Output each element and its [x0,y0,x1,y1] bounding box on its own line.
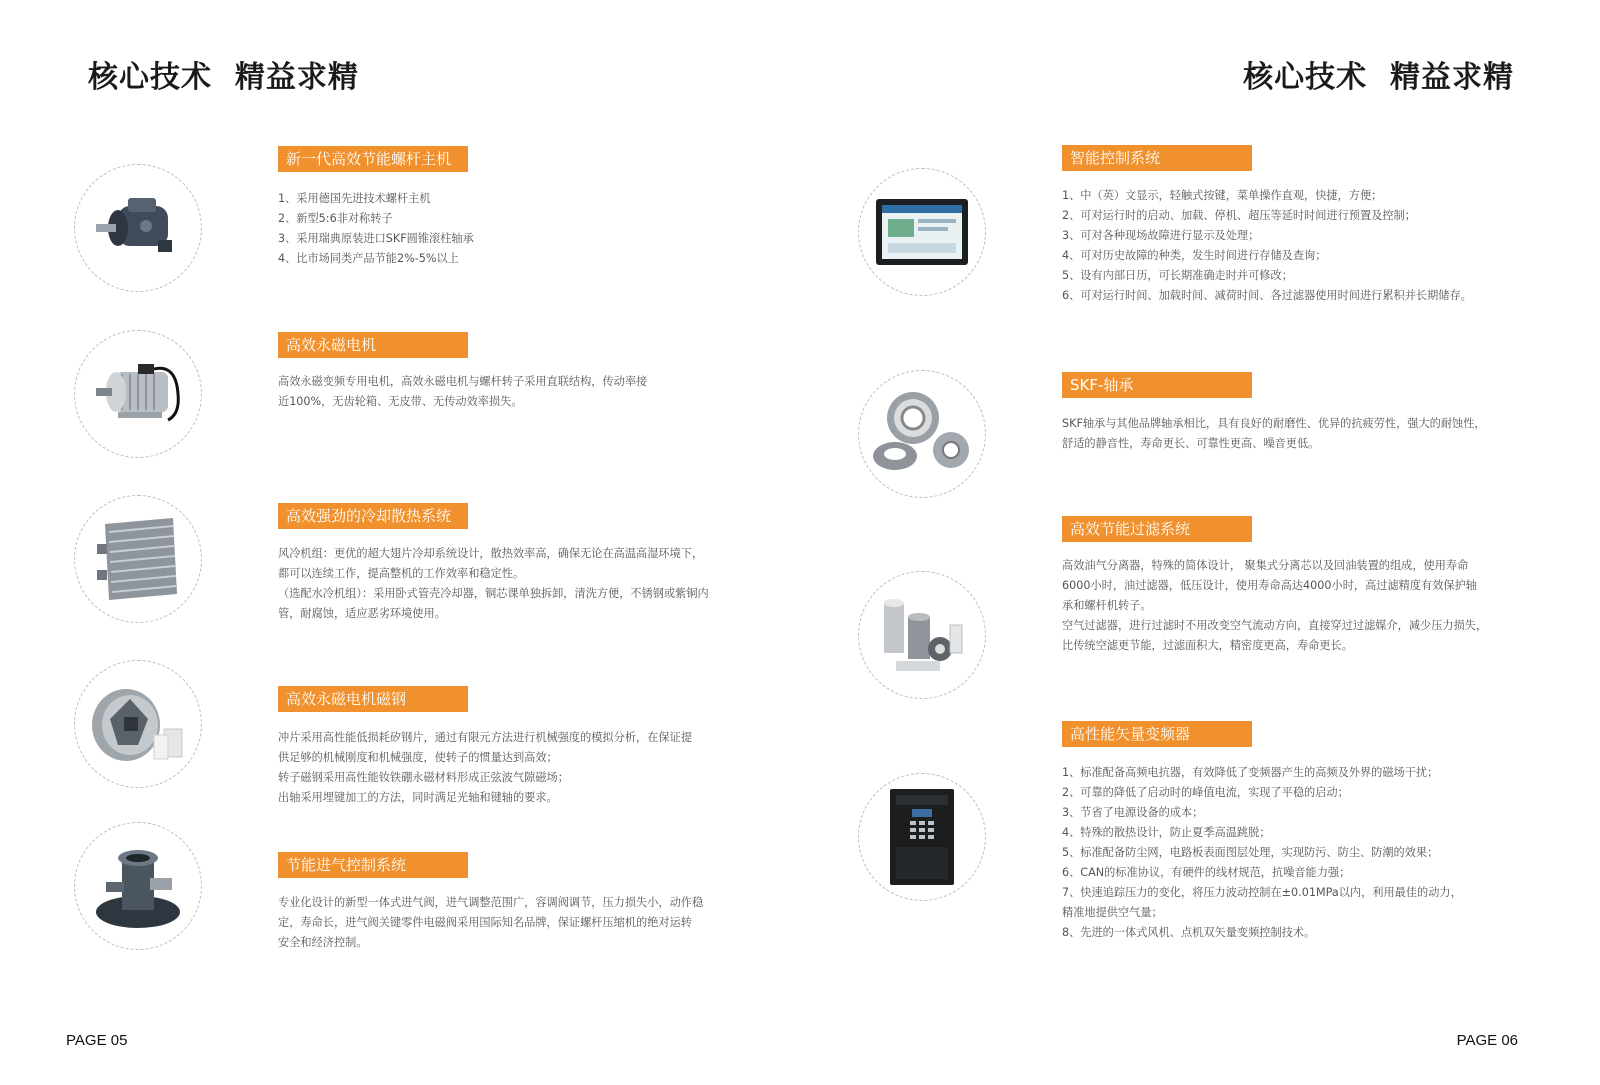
text-line: 2、可对运行时的启动、加载、停机、超压等延时时间进行预置及控制； [1062,209,1416,222]
touch-screen-icon [858,168,986,296]
text-line: 4、可对历史故障的种类，发生时间进行存储及查询； [1062,249,1327,262]
text-line: 定，寿命长，进气阀关键零件电磁阀采用国际知名品牌，保证螺杆压缩机的绝对运转 [278,916,692,929]
text-line: 都可以连续工作，提高整机的工作效率和稳定性。 [278,567,525,580]
text-line: 专业化设计的新型一体式进气阀，进气调整范围广，容调阀调节，压力损失小，动作稳 [278,896,704,909]
text-line: 5、设有内部日历，可长期准确走时并可修改； [1062,269,1293,282]
section-title-filter: 高效节能过滤系统 [1062,516,1252,542]
text-line: 6、可对运行时间、加载时间、减荷时间、各过滤器使用时间进行累积并长期储存。 [1062,289,1472,302]
text-line: 承和螺杆机转子。 [1062,599,1152,612]
text-line: 出轴采用埋键加工的方法，同时满足光轴和键轴的要求。 [278,791,558,804]
section-body-magnet [278,728,692,808]
text-line: 6000小时，油过滤器，低压设计，使用寿命高达4000小时，高过滤精度有效保护轴 [1062,579,1477,592]
text-line: SKF轴承与其他品牌轴承相比，具有良好的耐磨性、优异的抗疲劳性，强大的耐蚀性， [1062,417,1486,430]
page-number-right: PAGE 06 [1456,1032,1518,1049]
section-body-control [1062,186,1472,306]
section-body-intake [278,893,703,953]
section-title-control: 智能控制系统 [1062,145,1252,171]
text-line: 空气过滤器，进行过滤时不用改变空气流动方向，直接穿过过滤媒介，减少压力损失， [1062,619,1488,632]
section-title-magnet: 高效永磁电机磁钢 [278,686,468,712]
text-line: 1、采用德国先进技术螺杆主机 [278,192,431,205]
text-line: 1、中（英）文显示，轻触式按键，菜单操作直观，快捷，方便； [1062,189,1383,202]
text-line: 安全和经济控制。 [278,936,368,949]
electric-motor-icon [74,330,202,458]
section-title-inverter: 高性能矢量变频器 [1062,721,1252,747]
text-line: 管，耐腐蚀，适应恶劣环境使用。 [278,607,446,620]
text-line: 舒适的静音性，寿命更长、可靠性更高、噪音更低。 [1062,437,1320,450]
text-line: 1、标准配备高频电抗器，有效降低了变频器产生的高频及外界的磁场干扰； [1062,766,1439,779]
rotor-magnet-icon [74,660,202,788]
section-title-screw-host: 新一代高效节能螺杆主机 [278,146,468,172]
screw-compressor-icon [74,164,202,292]
section-body-pm-motor [278,372,647,412]
text-line: 转子磁钢采用高性能钕铁硼永磁材料形成正弦波气隙磁场； [278,771,569,784]
text-line: 4、比市场同类产品节能2%-5%以上 [278,252,459,265]
filter-icon [858,571,986,699]
intake-valve-icon [74,822,202,950]
text-line: 冲片采用高性能低损耗矽钢片，通过有限元方法进行机械强度的模拟分析，在保证提 [278,731,692,744]
text-line: 近100%，无齿轮箱、无皮带、无传动效率损失。 [278,395,523,408]
text-line: 4、特殊的散热设计，防止夏季高温跳脱； [1062,826,1271,839]
text-line: 高效油气分离器，特殊的简体设计， 聚集式分离芯以及回油装置的组成，使用寿命 [1062,559,1469,572]
section-title-intake: 节能进气控制系统 [278,852,468,878]
section-title-bearing: SKF-轴承 [1062,372,1252,398]
section-body-inverter [1062,763,1462,943]
section-body-screw-host [278,189,474,269]
text-line: 风冷机组：更优的超大翅片冷却系统设计，散热效率高，确保无论在高温高湿环境下， [278,547,704,560]
text-line: 8、先进的一体式风机、点机双矢量变频控制技术。 [1062,926,1316,939]
section-body-cooling [278,544,709,624]
page-title-left: 核心技术 精益求精 [88,60,359,95]
text-line: 精准地提供空气量； [1062,906,1163,919]
text-line: 5、标准配备防尘网，电路板表面图层处理，实现防污、防尘、防潮的效果； [1062,846,1439,859]
page-number-left: PAGE 05 [66,1032,128,1049]
text-line: 供足够的机械刚度和机械强度，使转子的惯量达到高效； [278,751,558,764]
text-line: 比传统空滤更节能，过滤面积大，精密度更高，寿命更长。 [1062,639,1353,652]
text-line: 6、CAN的标准协议，有硬件的线材规范，抗噪音能力强； [1062,866,1351,879]
text-line: 3、可对各种现场故障进行显示及处理； [1062,229,1260,242]
text-line: 2、新型5:6非对称转子 [278,212,393,225]
page-title-right: 核心技术 精益求精 [1243,60,1514,95]
text-line: 2、可靠的降低了启动时的峰值电流，实现了平稳的启动； [1062,786,1349,799]
text-line: 高效永磁变频专用电机，高效永磁电机与螺杆转子采用直联结构，传动率接 [278,375,648,388]
text-line: 7、快速追踪压力的变化，将压力波动控制在±0.01MPa以内，利用最佳的动力， [1062,886,1462,899]
text-line: 3、采用瑞典原装进口SKF圆锥滚柱轴承 [278,232,474,245]
section-title-pm-motor: 高效永磁电机 [278,332,468,358]
bearing-icon [858,370,986,498]
section-body-filter [1062,556,1487,656]
text-line: （选配水冷机组）：采用卧式管壳冷却器，铜芯课单独拆卸，清洗方便，不锈钢或紫铜内 [278,587,709,600]
text-line: 3、节省了电源设备的成本； [1062,806,1204,819]
radiator-icon [74,495,202,623]
inverter-icon [858,773,986,901]
section-title-cooling: 高效强劲的冷却散热系统 [278,503,468,529]
section-body-bearing [1062,414,1486,454]
